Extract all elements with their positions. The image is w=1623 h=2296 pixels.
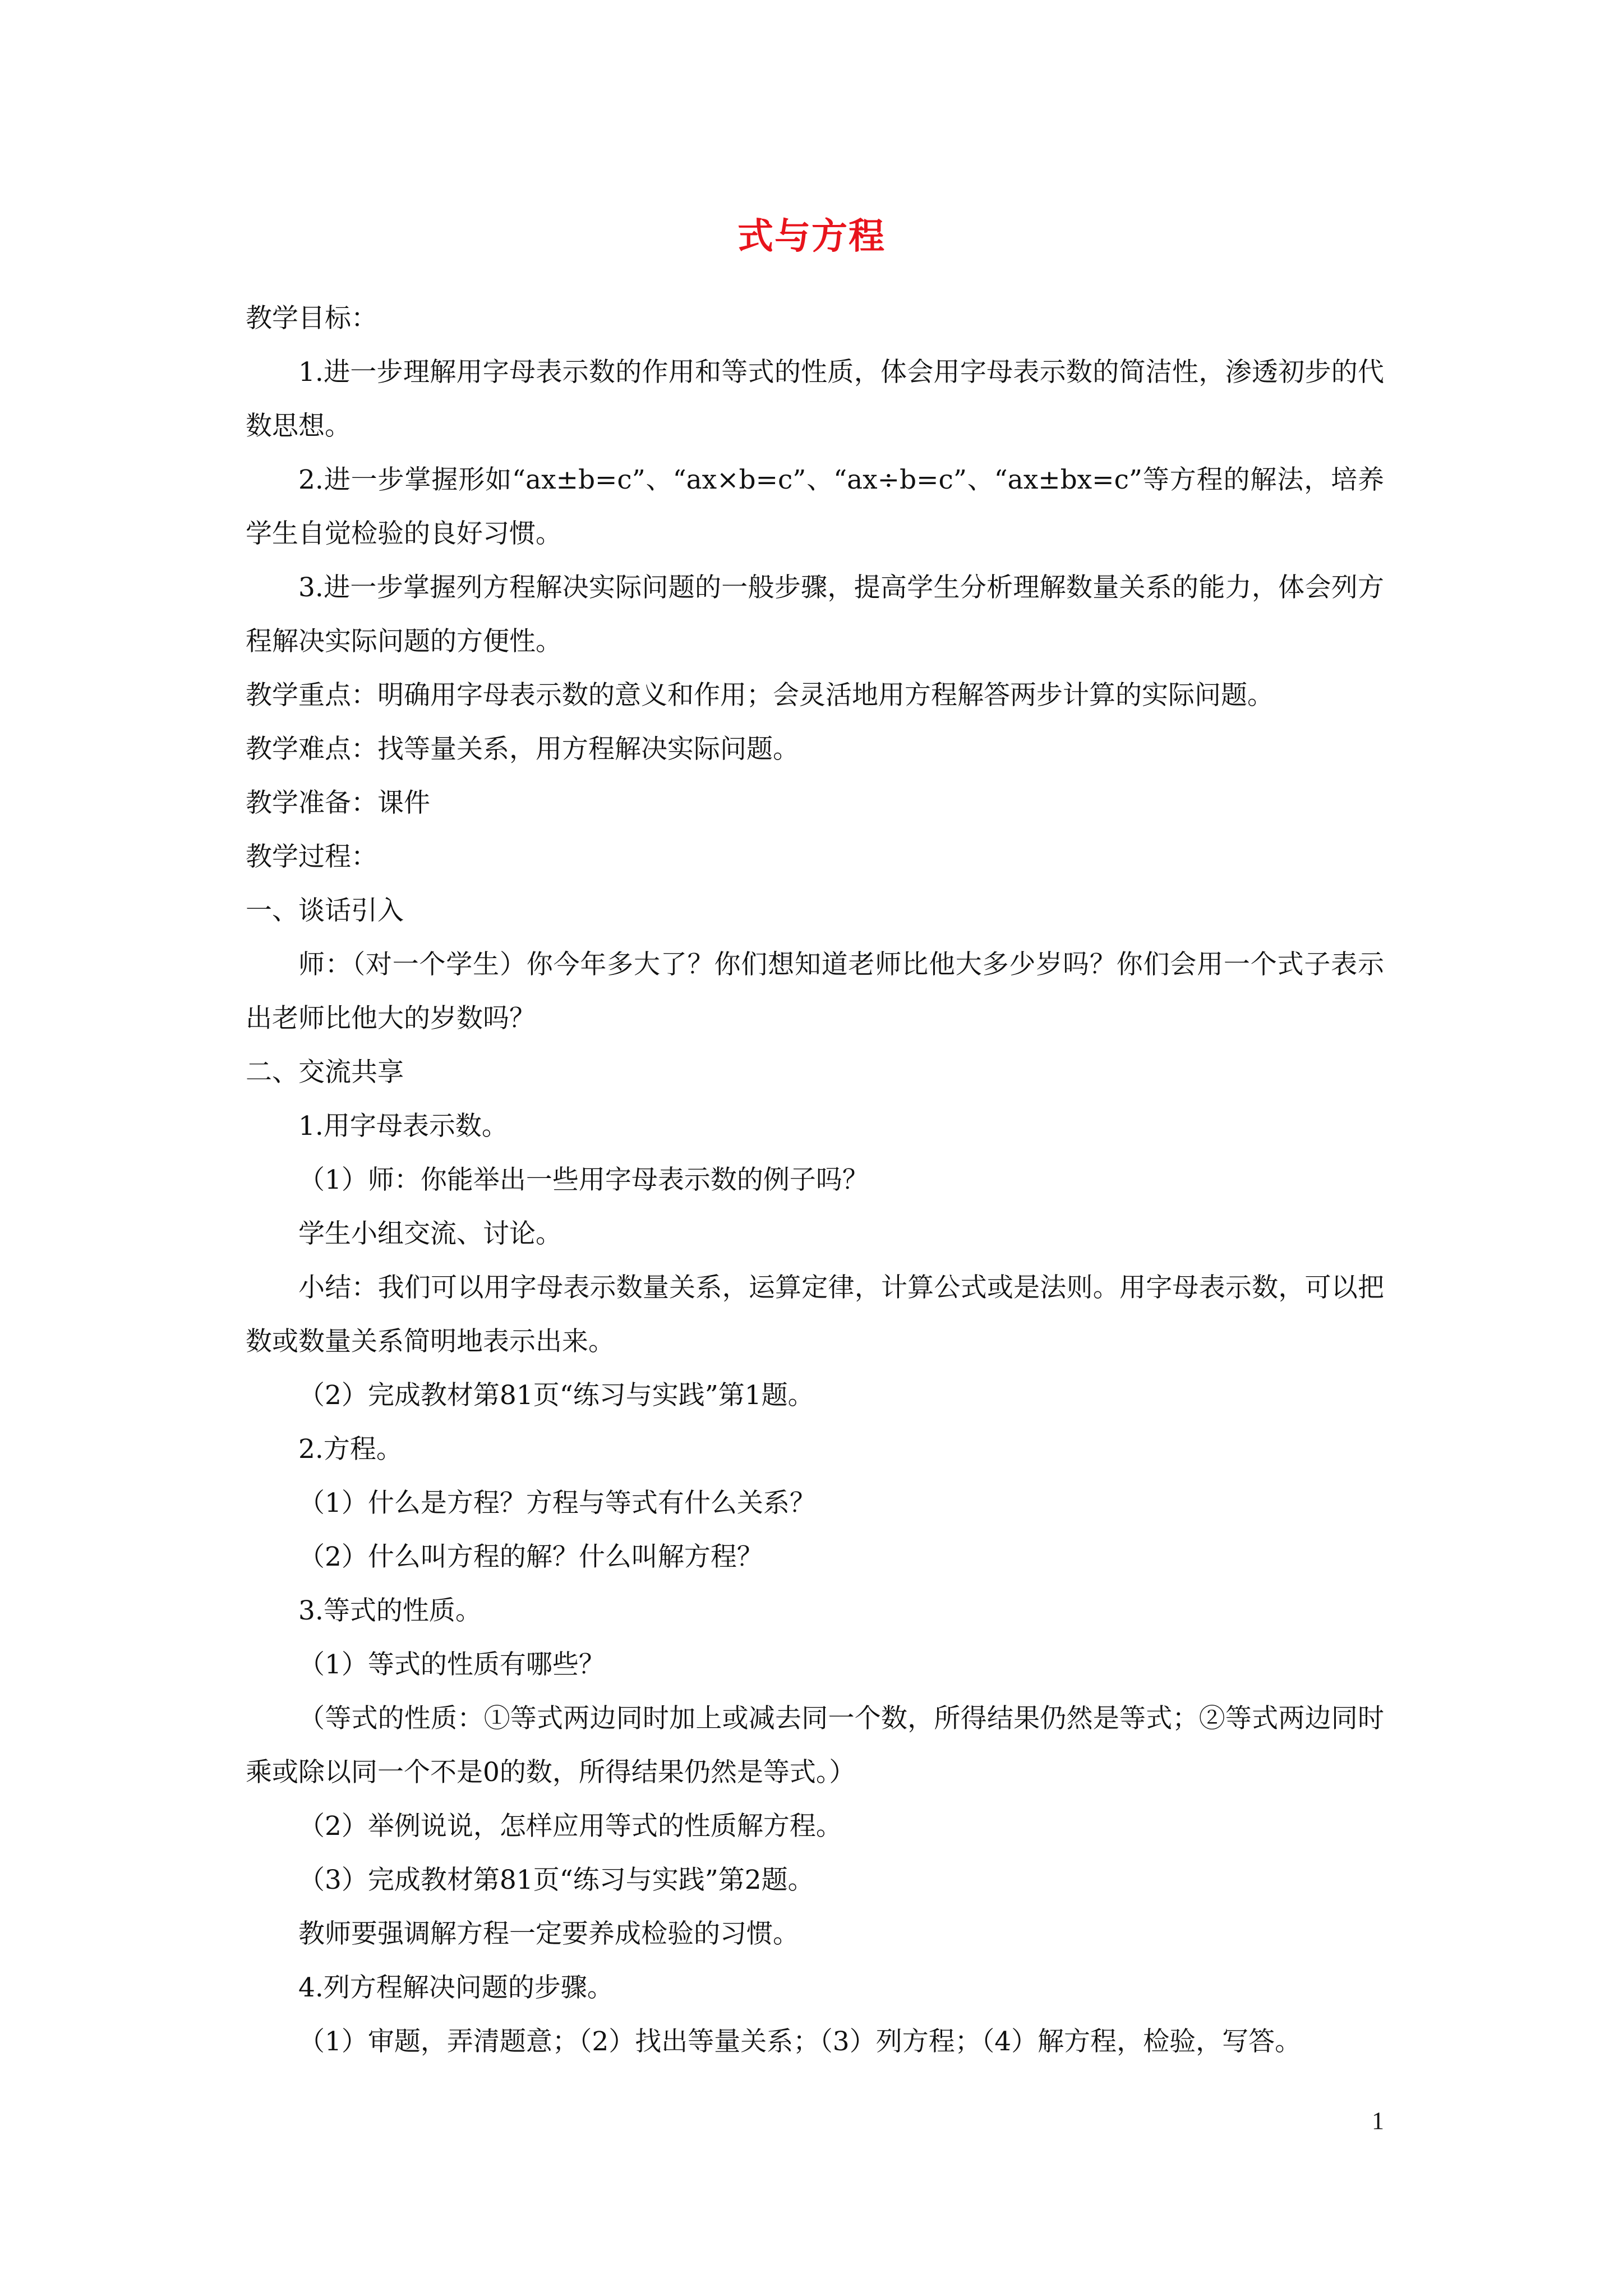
topic-2-question-1: （1）什么是方程？方程与等式有什么关系？ (298, 1488, 816, 1519)
teacher-note: 教师要强调解方程一定要养成检验的习惯。 (298, 1918, 799, 1949)
topic-3-heading: 3.等式的性质。 (298, 1595, 482, 1626)
topic-1-question: （1）师：你能举出一些用字母表示数的例子吗？ (298, 1165, 869, 1195)
page-number: 1 (1372, 2107, 1384, 2134)
difficult-points: 教学难点：找等量关系，用方程解决实际问题。 (246, 734, 799, 765)
steps: （1）审题，弄清题意；（2）找出等量关系；（3）列方程；（4）解方程，检验，写答。 (298, 2026, 1302, 2057)
summary: 小结：我们可以用字母表示数量关系，运算定律，计算公式或是法则。用字母表示数，可以把数或数量关系简明地表示出来。 (246, 1272, 1384, 1357)
heading-objectives: 教学目标： (246, 303, 377, 334)
topic-3-question-1: （1）等式的性质有哪些？ (298, 1649, 605, 1680)
objective-2: 2.进一步掌握形如“ax±b=c”、“ax×b=c”、“ax÷b=c”、“ax±bx=c”等方程的解法，培养学生自觉检验的良好习惯。 (246, 464, 1384, 549)
group-discussion: 学生小组交流、讨论。 (298, 1218, 562, 1249)
preparation: 教学准备：课件 (246, 788, 430, 818)
equation-properties: （等式的性质：①等式两边同时加上或减去同一个数，所得结果仍然是等式；②等式两边同时乘或除以同一个不是0的数，所得结果仍然是等式。） (246, 1703, 1384, 1788)
section-2-heading: 二、交流共享 (246, 1057, 404, 1088)
exercise-1: （2）完成教材第81页“练习与实践”第1题。 (298, 1380, 814, 1411)
topic-1-heading: 1.用字母表示数。 (298, 1111, 508, 1142)
teacher-dialogue: 师：（对一个学生）你今年多大了？你们想知道老师比他大多少岁吗？你们会用一个式子表示出老师比他大的岁数吗？ (246, 949, 1384, 1034)
exercise-2: （3）完成教材第81页“练习与实践”第2题。 (298, 1865, 814, 1895)
topic-2-question-2: （2）什么叫方程的解？什么叫解方程？ (298, 1542, 763, 1572)
document-title: 式与方程 (737, 215, 886, 257)
document-body (246, 292, 1384, 2069)
key-points: 教学重点：明确用字母表示数的意义和作用；会灵活地用方程解答两步计算的实际问题。 (246, 680, 1274, 711)
objective-3: 3.进一步掌握列方程解决实际问题的一般步骤，提高学生分析理解数量关系的能力，体会列方程解决实际问题的方便性。 (246, 572, 1384, 657)
objective-1: 1.进一步理解用字母表示数的作用和等式的性质，体会用字母表示数的简洁性，渗透初步的代数思想。 (246, 357, 1384, 441)
topic-2-heading: 2.方程。 (298, 1434, 403, 1465)
heading-process: 教学过程： (246, 841, 377, 872)
section-1-heading: 一、谈话引入 (246, 895, 404, 926)
topic-3-question-2: （2）举例说说，怎样应用等式的性质解方程。 (298, 1811, 842, 1842)
topic-4-heading: 4.列方程解决问题的步骤。 (298, 1972, 614, 2003)
